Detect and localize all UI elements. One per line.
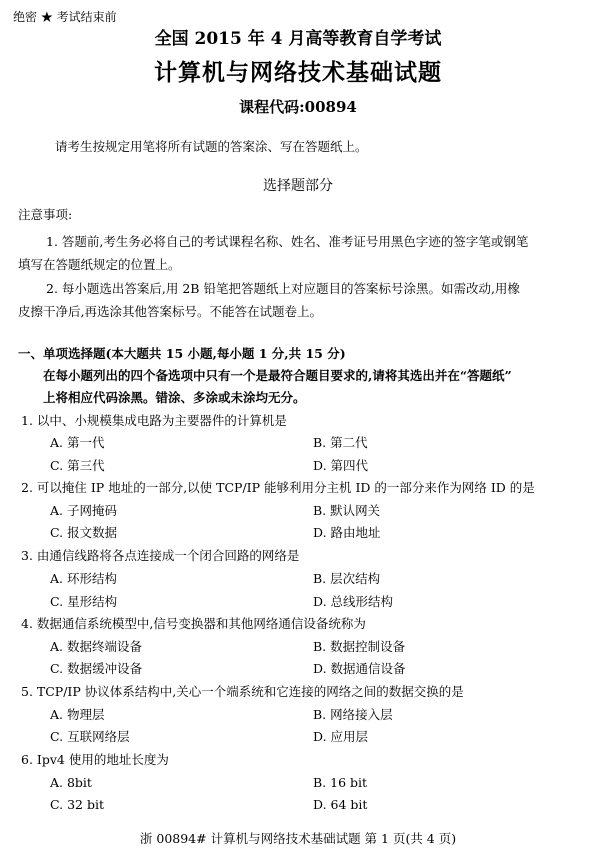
part-instruction: 在每小题列出的四个备选项中只有一个是最符合题目要求的,请将其选出并在“答题纸”: [43, 368, 512, 383]
option: B. 第二代: [313, 435, 368, 450]
option: C. 数据缓冲设备: [50, 661, 143, 676]
option: C. 星形结构: [50, 594, 118, 609]
exam-title: 全国 2015 年 4 月高等教育自学考试: [154, 29, 442, 49]
question-stem: 2. 可以掩住 IP 地址的一部分,以使 TCP/IP 能够利用分主机 ID 的一部分来作为网络 ID 的是: [21, 480, 535, 495]
option: D. 数据通信设备: [313, 661, 406, 676]
note-line: 填写在答题纸规定的位置上。: [18, 257, 181, 272]
part-instruction: 上将相应代码涂黑。错涂、多涂或未涂均无分。: [43, 390, 306, 405]
option: D. 路由地址: [313, 525, 381, 540]
course-code: 课程代码:00894: [239, 98, 357, 116]
note-line: 2. 每小题选出答案后,用 2B 铅笔把答题纸上对应题目的答案标号涂黑。如需改动,用橡: [46, 281, 520, 296]
option: A. 数据终端设备: [50, 639, 142, 654]
option: B. 层次结构: [313, 571, 381, 586]
option: B. 默认网关: [313, 503, 381, 518]
option: A. 环形结构: [50, 571, 117, 586]
option: A. 第一代: [50, 435, 105, 450]
option: D. 第四代: [313, 458, 369, 473]
option: B. 16 bit: [313, 775, 368, 790]
page-footer: 浙 00894# 计算机与网络技术基础试题 第 1 页(共 4 页): [139, 831, 457, 846]
option: C. 第三代: [50, 458, 105, 473]
option: D. 总线形结构: [313, 594, 394, 609]
part-heading: 一、单项选择题(本大题共 15 小题,每小题 1 分,共 15 分): [18, 346, 346, 361]
option: D. 64 bit: [313, 797, 368, 812]
note-line: 皮擦干净后,再选涂其他答案标号。不能答在试题卷上。: [18, 304, 322, 319]
notes-heading: 注意事项:: [18, 207, 73, 222]
subject-title: 计算机与网络技术基础试题: [154, 59, 442, 86]
option: B. 数据控制设备: [313, 639, 406, 654]
option: C. 32 bit: [50, 797, 104, 812]
question-stem: 3. 由通信线路将各点连接成一个闭合回路的网络是: [21, 548, 300, 563]
option: A. 8bit: [50, 775, 92, 790]
question-stem: 5. TCP/IP 协议体系结构中,关心一个端系统和它连接的网络之间的数据交换的是: [21, 684, 464, 699]
option: C. 互联网络层: [50, 729, 130, 744]
option: D. 应用层: [313, 729, 369, 744]
secret-label: 绝密 ★ 考试结束前: [13, 10, 117, 24]
option: C. 报文数据: [50, 525, 118, 540]
instruction-text: 请考生按规定用笔将所有试题的答案涂、写在答题纸上。: [55, 139, 368, 154]
question-stem: 4. 数据通信系统模型中,信号变换器和其他网络通信设备统称为: [21, 616, 366, 631]
question-stem: 1. 以中、小规模集成电路为主要器件的计算机是: [21, 413, 287, 428]
option: A. 子网掩码: [50, 503, 117, 518]
option: B. 网络接入层: [313, 707, 393, 722]
section-title: 选择题部分: [263, 178, 333, 194]
note-line: 1. 答题前,考生务必将自己的考试课程名称、姓名、准考证号用黑色字迹的签字笔或钢笔: [46, 234, 529, 249]
question-stem: 6. Ipv4 使用的地址长度为: [21, 752, 169, 767]
option: A. 物理层: [50, 707, 105, 722]
